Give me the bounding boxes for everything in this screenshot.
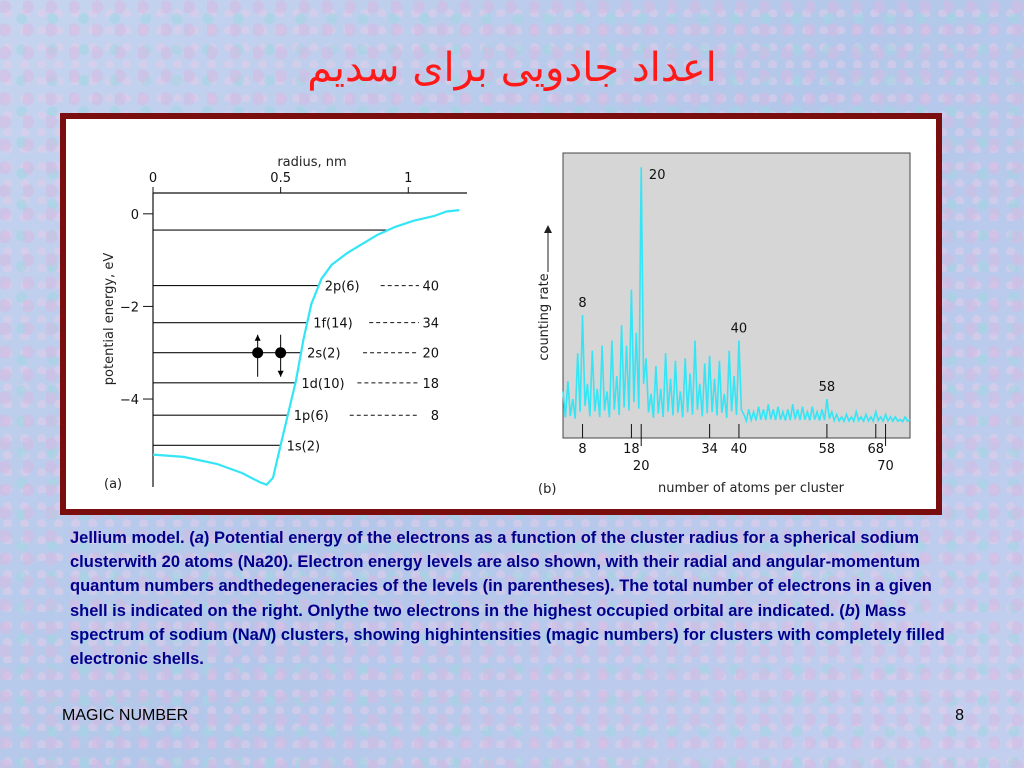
panel-a-xlabel: radius, nm (277, 155, 347, 170)
figure-frame (60, 113, 942, 515)
panel-a-level-label: 2p(6) (324, 279, 360, 295)
figure-caption (70, 526, 960, 671)
slide-title: اعداد جادویی برای سدیم (307, 45, 717, 91)
panel-a-level-label: 1s(2) (286, 439, 321, 455)
panel-a-xtick-label: 0 (148, 171, 158, 186)
panel-a-level-total: 40 (422, 279, 439, 295)
caption-a: a (194, 529, 204, 547)
figure-svg (66, 119, 936, 509)
panel-a-ytick-label: 0 (130, 207, 139, 223)
panel-b-xtick-label: 20 (632, 459, 650, 474)
panel-a-ytick-label: −2 (119, 300, 139, 316)
panel-b-peak-label: 20 (648, 168, 666, 184)
caption-part3: ) clusters, showing highintensities (magic numbers) for clusters with completely filled electronic shells. (70, 625, 945, 669)
caption-n: N (258, 625, 271, 644)
panel-a-chart (102, 155, 467, 492)
panel-a-level-label: 1p(6) (293, 409, 329, 425)
panel-a-spin-arrowhead (255, 335, 261, 341)
panel-a-level-label: 1f(14) (313, 316, 353, 332)
panel-a-xtick-label: 0.5 (270, 171, 291, 186)
panel-a-level-total: 18 (422, 376, 439, 392)
footer-title: MAGIC NUMBER (62, 707, 189, 724)
caption-b: b (844, 601, 855, 620)
panel-b-ylabel-arrowhead (544, 225, 552, 233)
panel-b-label: (b) (538, 482, 557, 497)
caption-part2: ) Mass spectrum of sodium (Na (70, 601, 907, 644)
panel-a-label: (a) (104, 477, 123, 492)
panel-b-ylabel: counting rate (537, 273, 552, 361)
panel-b-peak-label: 40 (730, 321, 748, 337)
panel-b-xtick-label: 40 (730, 442, 748, 457)
panel-b-xtick-label: 70 (877, 459, 894, 474)
panel-b-chart (537, 153, 910, 497)
panel-b-peak-label: 8 (578, 295, 587, 311)
panel-a-level-label: 2s(2) (307, 346, 341, 362)
panel-b-xtick-label: 8 (578, 442, 587, 457)
panel-a-xtick-label: 1 (404, 171, 413, 186)
caption-lead: Jellium model. ( (70, 529, 195, 547)
panel-a-level-total: 8 (430, 409, 439, 425)
caption-part1: ) Potential energy of the electrons as a function of the cluster radius for a spherical sodium clusterwith 20 atoms (Na20). Electron energy levels are also shown, with their radial and angular-momentum quantum numbers andthedegeneracies of the levels (in parentheses). The total number of electrons in a given shell is indicated on the right. Onlythe two electrons in the highest occupied orbital are indicated. ( (70, 529, 932, 620)
panel-b-xtick-label: 18 (623, 442, 640, 457)
panel-b-xtick-label: 68 (867, 442, 885, 457)
panel-a-level-total: 34 (422, 316, 439, 332)
panel-a-ylabel: potential energy, eV (102, 252, 117, 386)
panel-b-xlabel: number of atoms per cluster (657, 481, 845, 496)
page-number: 8 (955, 707, 964, 724)
panel-a-spin-arrowhead (278, 371, 284, 377)
panel-b-xtick-label: 34 (701, 442, 718, 457)
panel-a-ytick-label: −4 (119, 393, 139, 409)
panel-a-level-total: 20 (422, 346, 439, 362)
panel-a-level-label: 1d(10) (301, 376, 345, 392)
panel-b-peak-label: 58 (818, 380, 836, 396)
panel-b-xtick-label: 58 (818, 442, 836, 457)
